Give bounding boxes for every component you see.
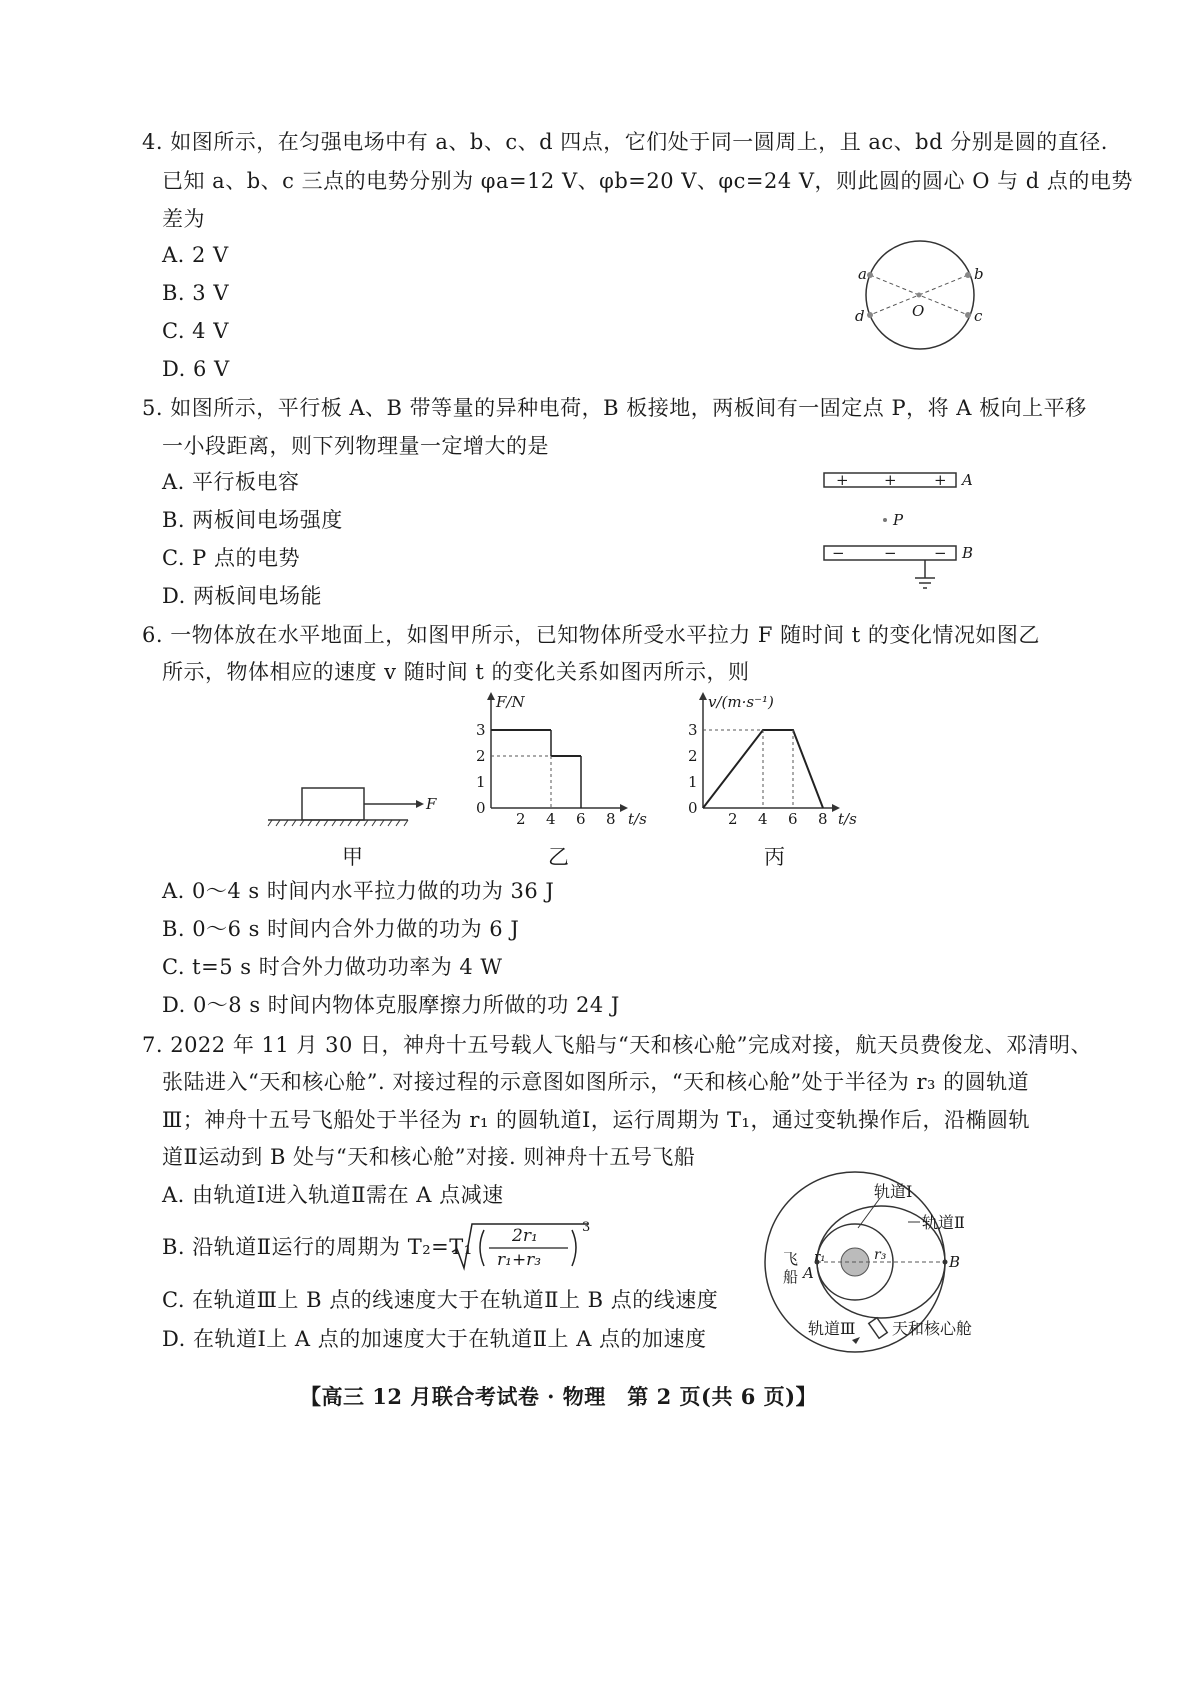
q6-bing-xlabel: t/s — [838, 810, 857, 828]
q5-stem-line1: 5. 如图所示，平行板 A、B 带等量的异种电荷，B 板接地，两板间有一固定点 P，将 A 板向上平移 — [142, 396, 1087, 420]
q6-yi-xtick-8: 8 — [606, 810, 616, 828]
q5-option-d: D. 两板间电场能 — [162, 584, 322, 608]
q6-bing-xtick-2: 2 — [728, 810, 738, 828]
q6-yi-xtick-4: 4 — [546, 810, 556, 828]
q7-option-d: D. 在轨道Ⅰ上 A 点的加速度大于在轨道Ⅱ上 A 点的加速度 — [162, 1327, 707, 1351]
q7-stem-line2: 张陆进入“天和核心舱”. 对接过程的示意图如图所示，“天和核心舱”处于半径为 r₃ 的圆轨道 — [162, 1070, 1030, 1094]
q5-option-c: C. P 点的电势 — [162, 546, 300, 570]
q4-stem-line3: 差为 — [162, 207, 205, 231]
q5-label-b: B — [962, 544, 974, 562]
q6-stem-line1: 6. 一物体放在水平地面上，如图甲所示，已知物体所受水平拉力 F 随时间 t 的变化情况如图乙 — [142, 623, 1040, 647]
q6-option-b: B. 0～6 s 时间内合外力做的功为 6 J — [162, 917, 520, 941]
q5-option-b: B. 两板间电场强度 — [162, 508, 343, 532]
q7-stem-line3: Ⅲ；神舟十五号飞船处于半径为 r₁ 的圆轨道Ⅰ，运行周期为 T₁，通过变轨操作后，沿椭圆轨 — [162, 1108, 1030, 1132]
q7-option-b-numerator: 2r₁ — [512, 1226, 538, 1246]
q6-jia-force-label: F — [426, 795, 437, 813]
q6-fig-jia — [268, 780, 448, 830]
page-footer: 【高三 12 月联合考试卷 · 物理 第 2 页(共 6 页)】 — [300, 1384, 818, 1409]
q6-fig-bing — [680, 690, 860, 830]
q6-stem-line2: 所示，物体相应的速度 v 随时间 t 的变化关系如图丙所示，则 — [162, 660, 750, 684]
q7-stem-line4: 道Ⅱ运动到 B 处与“天和核心舱”对接. 则神舟十五号飞船 — [162, 1145, 696, 1169]
q4-option-a: A. 2 V — [162, 243, 229, 267]
q5-option-a: A. 平行板电容 — [162, 470, 300, 494]
q7-option-b-exponent: 3 — [582, 1220, 591, 1235]
q6-bing-ytick-2: 2 — [688, 747, 698, 765]
q5-minus-2: − — [884, 544, 897, 562]
q4-stem-line1: 4. 如图所示，在匀强电场中有 a、b、c、d 四点，它们处于同一圆周上，且 ac、bd 分别是圆的直径. — [142, 130, 1108, 154]
q7-label-station: 天和核心舱 — [892, 1319, 973, 1338]
q7-label-orbit2: 轨道Ⅱ — [922, 1213, 965, 1232]
q4-label-c: c — [974, 307, 983, 325]
q5-minus-1: − — [832, 544, 845, 562]
q6-bing-ytick-0: 0 — [688, 799, 698, 817]
q6-yi-ytick-1: 1 — [476, 773, 486, 791]
q6-yi-xtick-2: 2 — [516, 810, 526, 828]
q6-bing-ylabel: v/(m·s⁻¹) — [708, 693, 774, 711]
q4-label-a: a — [858, 265, 867, 283]
q4-circle-figure — [860, 235, 983, 355]
q7-option-a: A. 由轨道Ⅰ进入轨道Ⅱ需在 A 点减速 — [162, 1183, 504, 1207]
q6-option-c: C. t=5 s 时合外力做功功率为 4 W — [162, 955, 503, 979]
q4-stem-line2: 已知 a、b、c 三点的电势分别为 φa=12 V、φb=20 V、φc=24 V，则此圆的圆心 O 与 d 点的电势 — [162, 169, 1133, 193]
q7-option-c: C. 在轨道Ⅲ上 B 点的线速度大于在轨道Ⅱ上 B 点的线速度 — [162, 1288, 719, 1312]
q6-bing-xtick-6: 6 — [788, 810, 798, 828]
q6-yi-ytick-3: 3 — [476, 721, 486, 739]
q6-yi-caption: 乙 — [548, 845, 570, 869]
q4-option-d: D. 6 V — [162, 357, 230, 381]
q6-yi-ylabel: F/N — [496, 693, 525, 711]
q5-label-p: P — [893, 511, 904, 529]
q6-bing-xtick-8: 8 — [818, 810, 828, 828]
q7-label-a: A — [803, 1264, 814, 1282]
q5-plus-1: + — [836, 471, 849, 489]
q5-capacitor-figure — [820, 470, 970, 610]
q7-label-ship: 飞 船 — [783, 1250, 799, 1286]
q6-yi-xtick-6: 6 — [576, 810, 586, 828]
q5-plus-2: + — [884, 471, 897, 489]
q4-label-d: d — [855, 307, 865, 325]
q7-stem-line1: 7. 2022 年 11 月 30 日，神舟十五号载人飞船与“天和核心舱”完成对接，航天员费俊龙、邓清明、 — [142, 1033, 1092, 1057]
q5-minus-3: − — [934, 544, 947, 562]
q6-bing-caption: 丙 — [764, 845, 786, 869]
q7-label-orbit1: 轨道Ⅰ — [874, 1182, 913, 1201]
q5-plus-3: + — [934, 471, 947, 489]
q4-label-o: O — [912, 302, 925, 320]
q7-label-r3: r₃ — [874, 1247, 887, 1263]
q6-jia-caption: 甲 — [342, 845, 364, 869]
q4-label-b: b — [974, 265, 984, 283]
q7-option-b: B. 沿轨道Ⅱ运行的周期为 T₂=T₁ — [162, 1235, 473, 1259]
q6-bing-ytick-3: 3 — [688, 721, 698, 739]
q6-option-d: D. 0～8 s 时间内物体克服摩擦力所做的功 24 J — [162, 993, 620, 1017]
q6-yi-xlabel: t/s — [628, 810, 647, 828]
q6-bing-ytick-1: 1 — [688, 773, 698, 791]
q6-bing-xtick-4: 4 — [758, 810, 768, 828]
q7-label-b: B — [949, 1253, 961, 1271]
q7-label-orbit3: 轨道Ⅲ — [808, 1319, 856, 1338]
q7-label-r1: r₁ — [814, 1250, 826, 1265]
q6-yi-ytick-0: 0 — [476, 799, 486, 817]
q4-option-b: B. 3 V — [162, 281, 229, 305]
q4-option-c: C. 4 V — [162, 319, 229, 343]
q6-yi-ytick-2: 2 — [476, 747, 486, 765]
q5-label-a: A — [962, 471, 973, 489]
q6-fig-yi — [470, 690, 650, 830]
q6-option-a: A. 0～4 s 时间内水平拉力做的功为 36 J — [162, 879, 555, 903]
q7-option-b-denominator: r₁+r₃ — [497, 1250, 542, 1270]
q5-stem-line2: 一小段距离，则下列物理量一定增大的是 — [162, 434, 549, 458]
